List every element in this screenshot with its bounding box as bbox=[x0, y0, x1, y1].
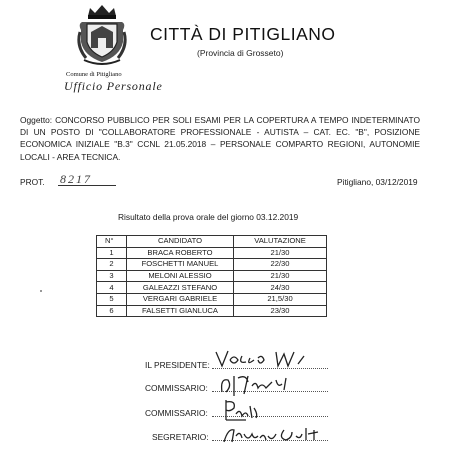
municipal-crest-icon bbox=[76, 2, 128, 68]
row-candidato: BRACA ROBERTO bbox=[127, 247, 234, 259]
stamp-comune: Comune di Pitigliano bbox=[66, 71, 122, 78]
table-row bbox=[97, 270, 327, 282]
segretario-signature-icon bbox=[222, 424, 326, 446]
subject-label: Oggetto: bbox=[20, 115, 53, 125]
commissario-1-signature-icon bbox=[218, 372, 298, 398]
table-header-row bbox=[97, 236, 327, 248]
protocol-label: PROT. bbox=[20, 177, 45, 187]
protocol-underline bbox=[58, 185, 116, 186]
place-date: Pitigliano, 03/12/2019 bbox=[337, 177, 418, 187]
table-row bbox=[97, 259, 327, 271]
table-row bbox=[97, 282, 327, 294]
commissario-label-1: COMMISSARIO: bbox=[145, 383, 208, 393]
row-valutazione: 24/30 bbox=[234, 282, 327, 294]
margin-mark bbox=[40, 290, 42, 292]
row-number: 2 bbox=[97, 259, 127, 271]
results-title: Risultato della prova orale del giorno 03.12.2019 bbox=[118, 212, 299, 222]
row-number: 5 bbox=[97, 293, 127, 305]
table-row bbox=[97, 293, 327, 305]
header-candidato: CANDIDATO bbox=[127, 236, 234, 248]
presidente-signature-icon bbox=[214, 348, 324, 372]
table-row bbox=[97, 305, 327, 317]
subject-text: CONCORSO PUBBLICO PER SOLI ESAMI PER LA COPERTURA A TEMPO INDETERMINATO DI UN POSTO DI "COLLABORATORE PROFESSIONALE - AUTISTA – CAT. EC. "B", POSIZIONE ECONOMICA INIZIALE "B.3" CCNL 21.05.2018 – PERSONALE COMPARTO REGIONI, AUTONOMIE LOCALI - AREA TECNICA. bbox=[20, 115, 421, 162]
row-candidato: GALEAZZI STEFANO bbox=[127, 282, 234, 294]
subject-paragraph bbox=[20, 114, 420, 163]
segretario-label: SEGRETARIO: bbox=[152, 432, 209, 442]
results-table bbox=[96, 235, 327, 317]
city-title: CITTÀ DI PITIGLIANO bbox=[150, 24, 336, 44]
protocol-number: 8217 bbox=[60, 172, 92, 186]
header-valutazione: VALUTAZIONE bbox=[234, 236, 327, 248]
row-valutazione: 21/30 bbox=[234, 270, 327, 282]
stamp-ufficio: Ufficio Personale bbox=[64, 79, 163, 93]
row-candidato: VERGARI GABRIELE bbox=[127, 293, 234, 305]
row-candidato: MELONI ALESSIO bbox=[127, 270, 234, 282]
table-row bbox=[97, 247, 327, 259]
commissario-2-signature-icon bbox=[222, 398, 262, 422]
row-valutazione: 21/30 bbox=[234, 247, 327, 259]
commissario-label-2: COMMISSARIO: bbox=[145, 408, 208, 418]
header-number: N° bbox=[97, 236, 127, 248]
row-number: 1 bbox=[97, 247, 127, 259]
row-valutazione: 21,5/30 bbox=[234, 293, 327, 305]
row-valutazione: 22/30 bbox=[234, 259, 327, 271]
row-number: 3 bbox=[97, 270, 127, 282]
presidente-label: IL PRESIDENTE: bbox=[145, 360, 210, 370]
row-candidato: FALSETTI GIANLUCA bbox=[127, 305, 234, 317]
row-number: 6 bbox=[97, 305, 127, 317]
row-number: 4 bbox=[97, 282, 127, 294]
row-valutazione: 23/30 bbox=[234, 305, 327, 317]
province-label: (Provincia di Grosseto) bbox=[197, 48, 284, 58]
row-candidato: FOSCHETTI MANUEL bbox=[127, 259, 234, 271]
